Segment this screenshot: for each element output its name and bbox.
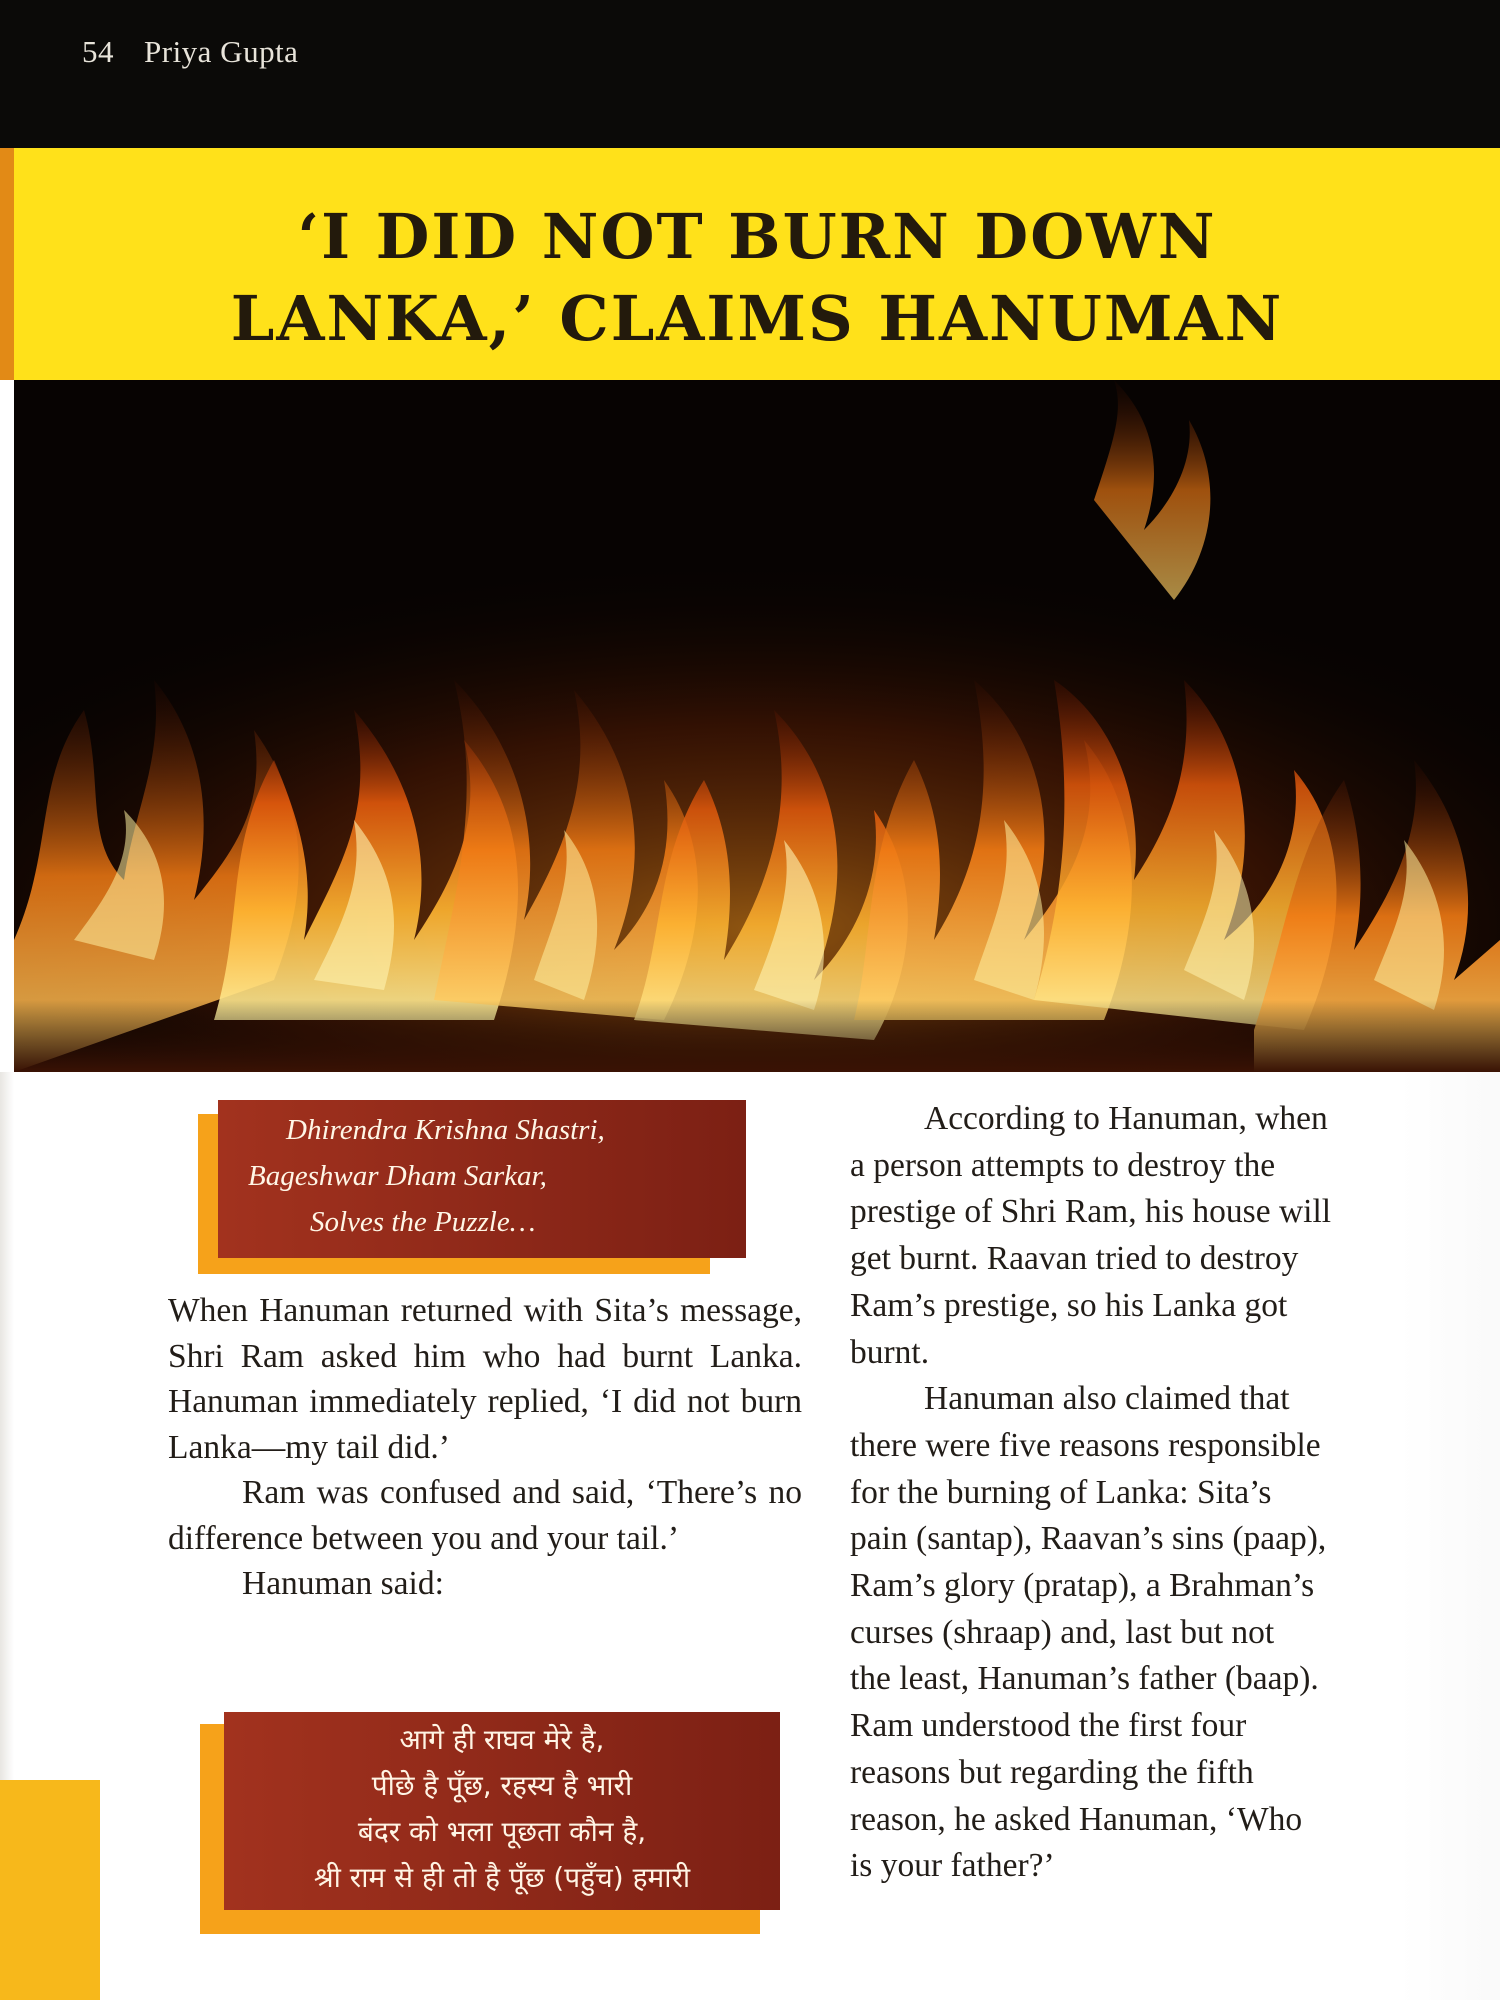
title-line-2: LANKA,’ CLAIMS HANUMAN — [230, 282, 1284, 355]
fire-photo — [14, 380, 1500, 1072]
text-line: reason, he asked Hanuman, ‘Who — [850, 1800, 1303, 1838]
page-title — [14, 196, 1500, 360]
text-line: Ram’s glory (pratap), a Brahman’s — [850, 1567, 1315, 1605]
text-line: Ram’s prestige, so his Lanka got — [850, 1286, 1288, 1324]
top-black-band — [0, 0, 1500, 148]
text-line: the least, Hanuman’s father (baap). — [850, 1660, 1319, 1698]
callout-panel — [218, 1100, 746, 1258]
right-paragraph-2 — [850, 1376, 1500, 1890]
text-line: for the burning of Lanka: Sita’s — [850, 1473, 1272, 1511]
title-band-edge — [0, 148, 14, 380]
left-column — [168, 1288, 802, 1607]
author-name: Priya Gupta — [144, 34, 299, 69]
text-line: According to Hanuman, when — [924, 1100, 1328, 1137]
verse-line-4: श्री राम से ही तो है पूँछ (पहुँच) हमारी — [313, 1861, 691, 1894]
page-number: 54 — [82, 34, 114, 69]
callout-line-2: Bageshwar Dham Sarkar, — [248, 1160, 547, 1192]
title-band — [14, 148, 1500, 380]
callout-line-3: Solves the Puzzle… — [310, 1206, 536, 1238]
verse-panel — [224, 1712, 780, 1910]
callout-box — [198, 1100, 746, 1275]
left-paragraph-3: Hanuman said: — [242, 1565, 444, 1602]
callout-line-1: Dhirendra Krishna Shastri, — [286, 1114, 605, 1146]
text-line: reasons but regarding the fifth — [850, 1753, 1254, 1791]
verse-box — [200, 1712, 780, 1938]
text-line: Ram understood the first four — [850, 1707, 1247, 1745]
text-line: a person attempts to destroy the — [850, 1146, 1276, 1184]
title-line-1: ‘I DID NOT BURN DOWN — [297, 200, 1217, 273]
text-line: prestige of Shri Ram, his house will — [850, 1193, 1332, 1231]
left-paragraph-2: Ram was confused and said, ‘There’s no difference between you and your tail.’ — [168, 1474, 802, 1557]
running-head — [82, 34, 298, 70]
text-line: is your father?’ — [850, 1847, 1055, 1885]
right-paragraph-1 — [850, 1096, 1500, 1376]
right-column — [850, 1096, 1500, 1890]
left-paragraph-1: When Hanuman returned with Sita’s message, Shri Ram asked him who had burnt Lanka. Hanuman immediately replied, ‘I did not burn Lanka—my tail did.’ — [168, 1292, 802, 1466]
text-line: pain (santap), Raavan’s sins (paap), — [850, 1520, 1327, 1558]
flames-illustration — [14, 380, 1500, 1072]
text-line: burnt. — [850, 1333, 930, 1371]
text-line: there were five reasons responsible — [850, 1426, 1321, 1464]
page-gutter-shade — [0, 1072, 14, 1780]
text-line: Hanuman also claimed that — [924, 1380, 1290, 1418]
verse-line-2: पीछे है पूँछ, रहस्य है भारी — [371, 1769, 633, 1802]
verse-line-3: बंदर को भला पूछता कौन है, — [357, 1815, 647, 1848]
verse-line-1: आगे ही राघव मेरे है, — [399, 1723, 605, 1756]
orange-margin-strip — [0, 1780, 100, 2000]
text-line: curses (shraap) and, last but not — [850, 1613, 1275, 1651]
text-line: get burnt. Raavan tried to destroy — [850, 1240, 1299, 1278]
